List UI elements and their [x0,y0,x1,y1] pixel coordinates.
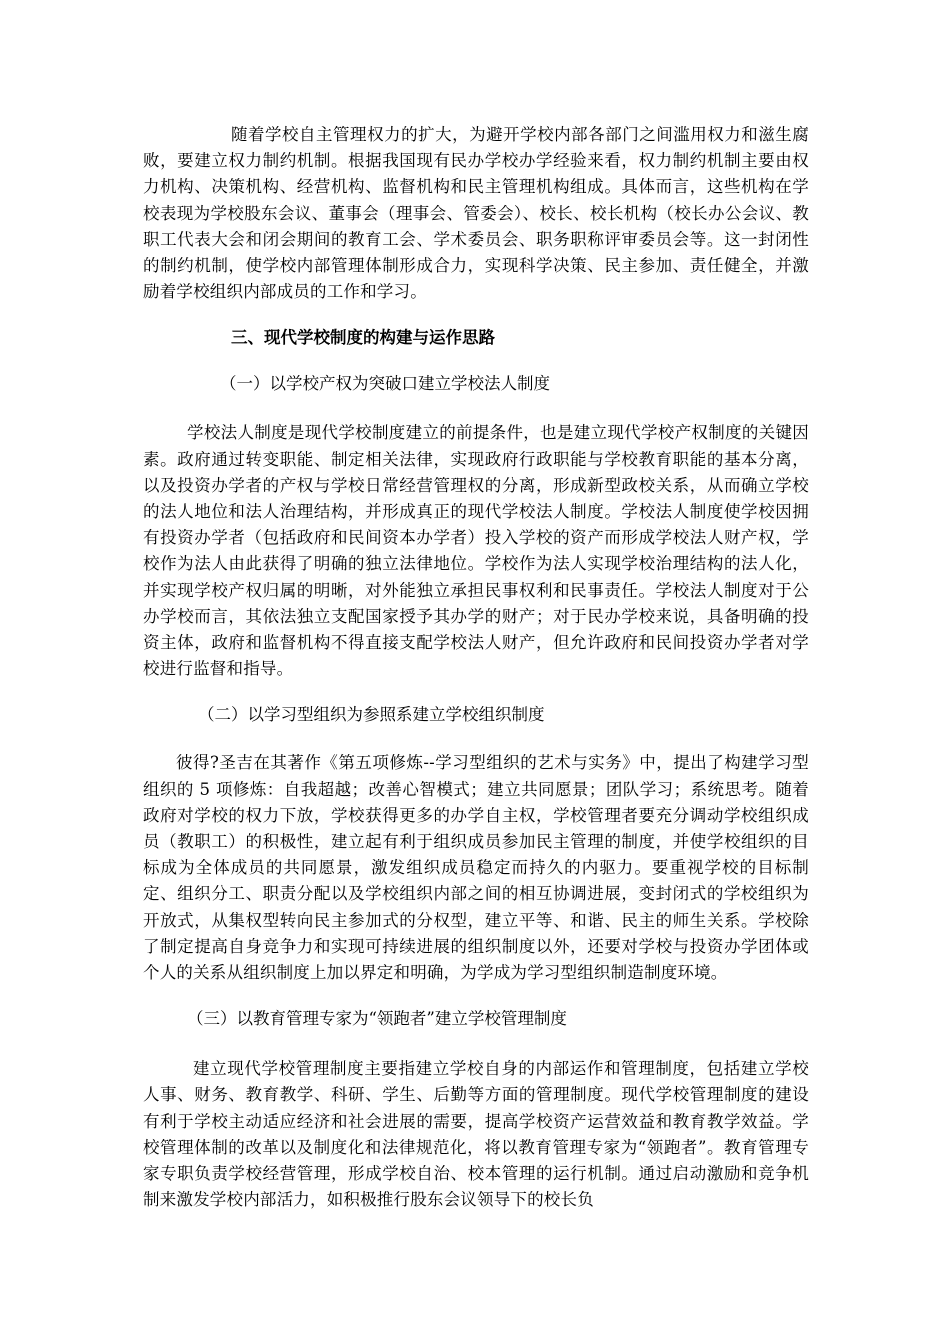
subheading-legal-person: （一）以学校产权为突破口建立学校法人制度 [220,374,550,394]
subheading-learning-organization: （二）以学习型组织为参照系建立学校组织制度 [198,705,545,725]
paragraph-power-restriction: 随着学校自主管理权力的扩大，为避开学校内部各部门之间滥用权力和滋生腐败，要建立权力制约机制。根据我国现有民办学校办学经验来看，权力制约机制主要由权力机构、决策机构、经营机构、监督机构和民主管理机构组成。具体而言，这些机构在学校表现为学校股东会议、董事会（理事会、管委会）、校长、校长机构（校长办公会议、教职工代表大会和闭会期间的教育工会、学术委员会、职务职称评审委员会等。这一封闭性的制约机制，使学校内部管理体制形成合力，实现科学决策、民主参加、责任健全，并激励着学校组织内部成员的工作和学习。 [143,125,809,302]
paragraph-legal-person-system: 学校法人制度是现代学校制度建立的前提条件，也是建立现代学校产权制度的关键因素。政府通过转变职能、制定相关法律，实现政府行政职能与学校教育职能的基本分离，以及投资办学者的产权与学校日常经营管理权的分离，形成新型政校关系，从而确立学校的法人地位和法人治理结构，并形成真正的现代学校法人制度。学校法人制度使学校因拥有投资办学者（包括政府和民间资本办学者）投入学校的资产而形成学校法人财产权，学校作为法人由此获得了明确的独立法律地位。学校作为法人实现学校治理结构的法人化，并实现学校产权归属的明晰，对外能独立承担民事权利和民事责任。学校法人制度对于公办学校而言，其依法独立支配国家授予其办学的财产；对于民办学校来说，具备明确的投资主体，政府和监督机构不得直接支配学校法人财产，但允许政府和民间投资办学者对学校进行监督和指导。 [143,423,809,679]
section-heading: 三、现代学校制度的构建与运作思路 [231,328,495,348]
subheading-management-experts: （三）以教育管理专家为“领跑者”建立学校管理制度 [187,1009,567,1029]
paragraph-organization-system: 彼得?圣吉在其著作《第五项修炼--学习型组织的艺术与实务》中，提出了构建学习型组织的 5 项修炼：自我超越；改善心智模式；建立共同愿景；团队学习；系统思考。随着政府对学校的权力下放，学校获得更多的办学自主权，学校管理者要充分调动学校组织成员（教职工）的积极性，建立起有利于组织成员参加民主管理的制度，并使学校组织的目标成为全体成员的共同愿景，激发组织成员稳定而持久的内驱力。要重视学校的目标制定、组织分工、职责分配以及学校组织内部之间的相互协调进展，变封闭式的学校组织为开放式，从集权型转向民主参加式的分权型，建立平等、和谐、民主的师生关系。学校除了制定提高自身竞争力和实现可持续进展的组织制度以外，还要对学校与投资办学团体或个人的关系从组织制度上加以界定和明确，为学成为学习型组织制造制度环境。 [143,753,809,983]
paragraph-management-system: 建立现代学校管理制度主要指建立学校自身的内部运作和管理制度，包括建立学校人事、财务、教育教学、科研、学生、后勤等方面的管理制度。现代学校管理制度的建设有利于学校主动适应经济和社会进展的需要，提高学校资产运营效益和教育教学效益。学校管理体制的改革以及制度化和法律规范化，将以教育管理专家为“领跑者”。教育管理专家专职负责学校经营管理，形成学校自治、校本管理的运行机制。通过启动激励和竞争机制来激发学校内部活力，如积极推行股东会议领导下的校长负 [143,1059,809,1210]
document-page [143,122,809,1214]
